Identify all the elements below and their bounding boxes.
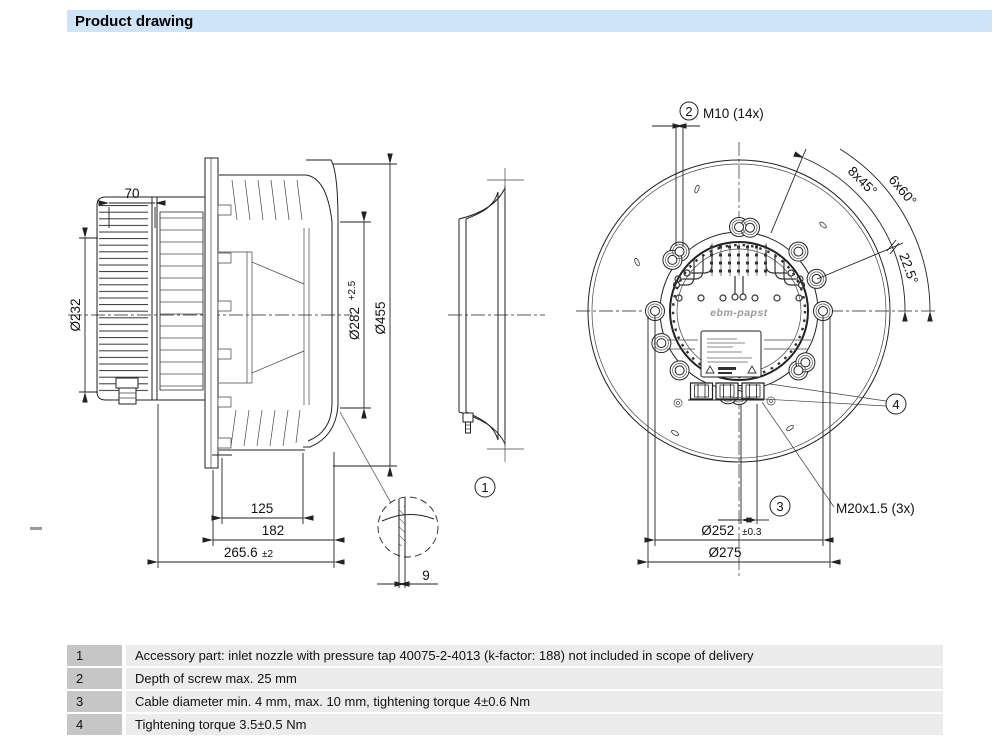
callout-2-label: 2: [685, 104, 693, 119]
table-row: [67, 714, 943, 735]
side-view: [68, 158, 438, 588]
callout-4-badge: [886, 394, 906, 414]
dim-182-label: 182: [261, 523, 285, 538]
note-text: Tightening torque 3.5±0.5 Nm: [126, 714, 943, 735]
table-row: [67, 691, 943, 712]
note-number: 3: [67, 691, 122, 712]
note-number: 1: [67, 645, 122, 666]
dim-d455: [333, 164, 397, 466]
dim-8x45-label: 8x45°: [844, 163, 881, 199]
note-text: Depth of screw max. 25 mm: [126, 668, 943, 689]
motor-side: [97, 197, 207, 404]
dim-d455-label: Ø455: [373, 301, 388, 335]
notes-table: [67, 645, 943, 735]
stray-mark: [30, 527, 42, 530]
dim-6x60-label: 6x60°: [885, 172, 920, 209]
dim-d232-label: Ø232: [68, 298, 83, 332]
front-view: [576, 102, 938, 578]
callout-1-badge: [475, 477, 495, 497]
dim-265-label: 265.6 ±2: [223, 545, 274, 560]
dim-d252-label: Ø252 ±0.3: [701, 523, 762, 538]
dim-m10-label: M10 (14x): [703, 106, 764, 121]
callout-1-label: 1: [481, 480, 489, 495]
callout-4-label: 4: [892, 397, 900, 412]
detail-bubble: [340, 412, 438, 588]
mounting-plate-side: [205, 158, 232, 468]
dim-265: [158, 404, 334, 568]
motor-cable-gland: [116, 378, 138, 404]
impeller-side: [219, 160, 338, 450]
table-row: [67, 645, 943, 666]
callout-2-badge: [680, 102, 698, 120]
dim-9-label: 9: [422, 568, 430, 583]
pressure-tap: [463, 413, 473, 433]
note-text: Cable diameter min. 4 mm, max. 10 mm, tightening torque 4±0.6 Nm: [126, 691, 943, 712]
dim-m20-label: M20x1.5 (3x): [836, 501, 915, 516]
brand-logo: ebm-papst: [710, 307, 768, 319]
dim-d275-label: Ø275: [708, 545, 742, 560]
dim-gland: [718, 404, 790, 524]
page-title: Product drawing: [75, 12, 194, 30]
table-row: [67, 668, 943, 689]
dim-125-label: 125: [250, 501, 274, 516]
inlet-nozzle-view: [448, 168, 545, 497]
note-number: 2: [67, 668, 122, 689]
dim-d282-label: Ø282 $^{+2.5}$: [347, 280, 362, 340]
note-number: 4: [67, 714, 122, 735]
dim-22-5-label: 22.5°: [896, 250, 922, 286]
dim-70-label: 70: [124, 186, 140, 201]
dim-125: [222, 453, 303, 524]
callout-3-label: 3: [776, 499, 784, 514]
callout-3-badge: [770, 496, 790, 516]
note-text: Accessory part: inlet nozzle with pressure tap 40075-2-4013 (k-factor: 188) not included in scope of delivery: [126, 645, 943, 666]
